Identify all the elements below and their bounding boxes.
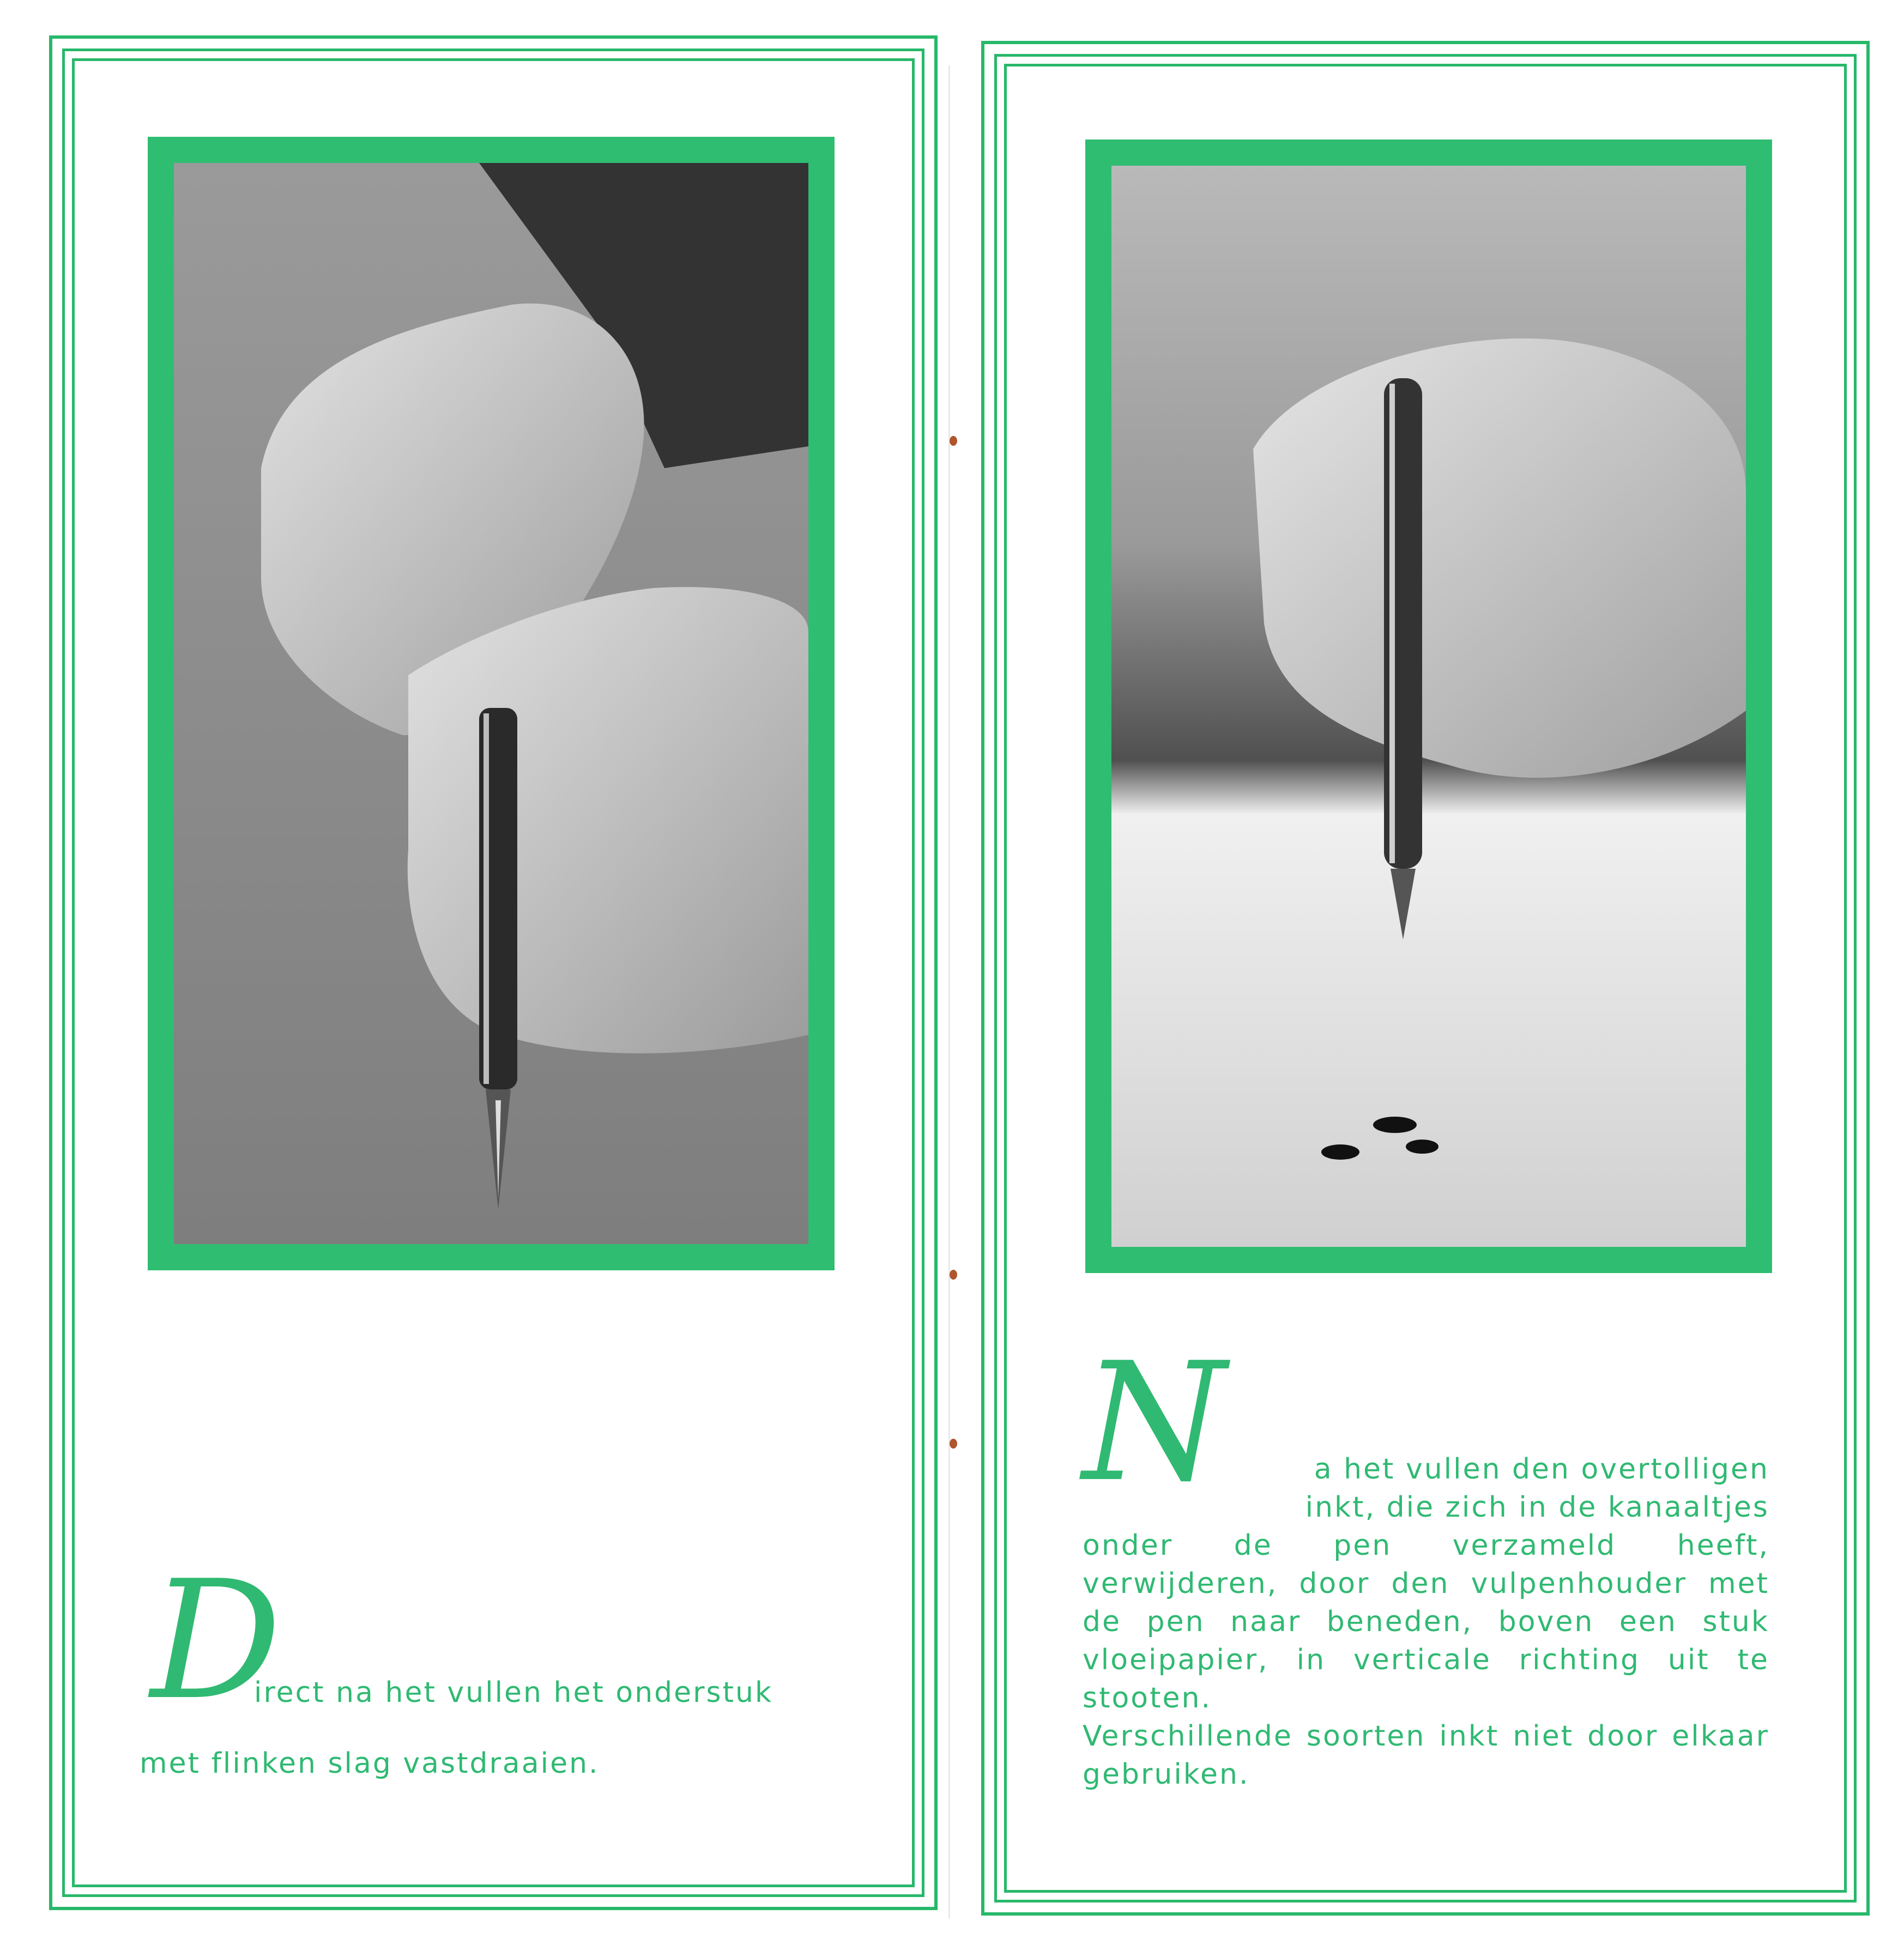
left-paragraph-2 xyxy=(140,1744,848,1783)
staple-mark xyxy=(950,1439,957,1449)
right-first-lines xyxy=(1224,1450,1769,1526)
left-paragraph xyxy=(254,1674,865,1712)
right-paragraph xyxy=(1083,1526,1769,1793)
center-fold xyxy=(948,65,950,1918)
right-text-last: Verschillende soorten inkt niet door elkaar gebruiken. xyxy=(1083,1720,1769,1791)
right-text-line-2: inkt, die zich in de kanaaltjes xyxy=(1305,1491,1769,1524)
left-text-line-2: met flinken slag vastdraaien. xyxy=(140,1747,600,1780)
photo-illustration-icon xyxy=(1111,166,1746,1247)
photo-illustration-icon xyxy=(174,163,808,1244)
pen-over-blotting-paper-photo xyxy=(1111,166,1746,1247)
staple-mark xyxy=(950,436,957,446)
dropcap-d: D xyxy=(150,1546,282,1736)
dropcap-n: N xyxy=(1083,1328,1226,1518)
left-page xyxy=(49,35,938,1910)
left-text-line-1: irect na het vullen het onderstuk xyxy=(254,1676,773,1709)
right-page xyxy=(981,41,1870,1916)
right-photo-frame xyxy=(1085,140,1772,1273)
right-text-line-1: a het vullen den overtolligen xyxy=(1314,1453,1769,1486)
left-photo-frame xyxy=(148,137,835,1270)
right-text-body: onder de pen verzameld heeft, verwijderen, door den vulpenhouder met de pen naar beneden, boven een stuk vloeipapier, in verticale richting uit te stooten. xyxy=(1083,1529,1769,1714)
hand-turning-pen-photo xyxy=(174,163,808,1244)
staple-mark xyxy=(950,1270,957,1280)
